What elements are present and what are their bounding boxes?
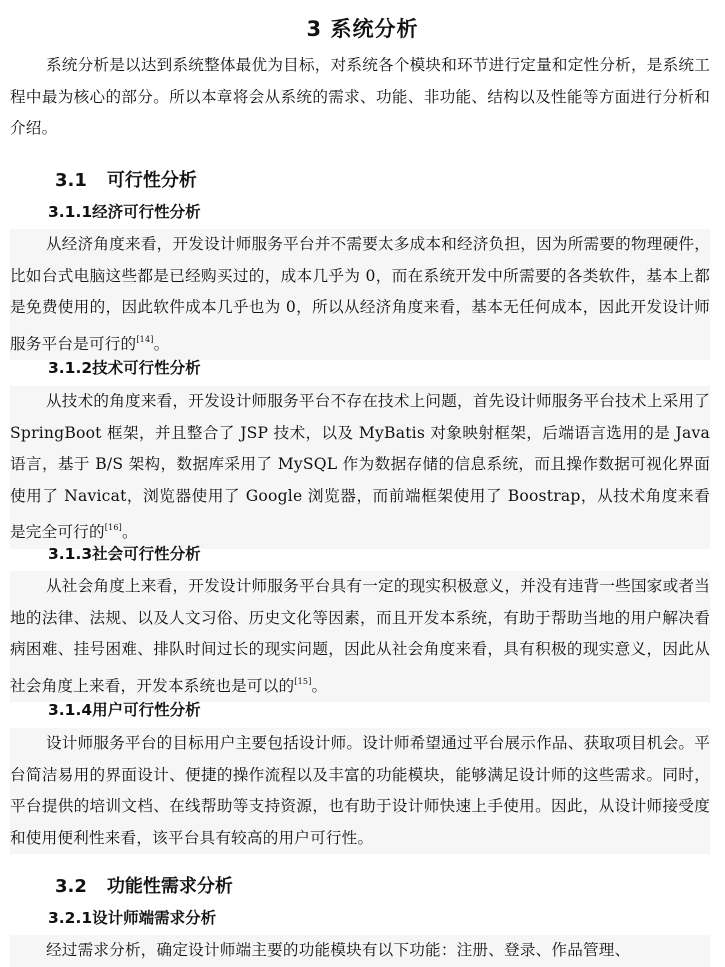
subsection-heading-3-1-2: 3.1.2技术可行性分析 (48, 359, 201, 377)
technical-feasibility-paragraph (10, 386, 710, 549)
economic-feasibility-paragraph (10, 229, 710, 360)
social-feasibility-paragraph (10, 571, 710, 702)
section-heading-3-2 (55, 873, 233, 901)
section-heading-3-1 (55, 167, 197, 195)
paragraph-end: 。 (311, 676, 328, 695)
subsection-heading-3-1-1: 3.1.1经济可行性分析 (48, 203, 201, 221)
user-feasibility-paragraph: 设计师服务平台的目标用户主要包括设计师。设计师希望通过平台展示作品、获取项目机会。平台简洁易用的界面设计、便捷的操作流程以及丰富的功能模块，能够满足设计师的这些需求。同时，平台提供的培训文档、在线帮助等支持资源，也有助于设计师快速上手使用。因此，从设计师接受度和使用便利性来看，该平台具有较高的用户可行性。 (10, 728, 710, 854)
paragraph-text: 从技术的角度来看，开发设计师服务平台不存在技术上问题，首先设计师服务平台技术上采用了 SpringBoot 框架，并且整合了 JSP 技术，以及 MyBatis 对象映射框架，后端语言选用的是 Java 语言，基于 B/S 架构，数据库采用了 MySQL 作为数据存储的信息系统，而且操作数据可视化界面使用了 Navicat，浏览器使用了 Google 浏览器，而前端框架使用了 Boostrap，从技术角度来看是完全可行的 (10, 392, 710, 541)
paragraph-end: 。 (153, 334, 170, 353)
chapter-title: 3 系统分析 (306, 17, 419, 42)
citation: [16] (104, 523, 122, 532)
paragraph-text: 从经济角度来看，开发设计师服务平台并不需要太多成本和经济负担，因为所需要的物理硬件，比如台式电脑这些都是已经购买过的，成本几乎为 0，而在系统开发中所需要的各类软件，基本上都是免费使用的，因此软件成本几乎也为 0，所以从经济角度来看，基本无任何成本，因此开发设计师服务平台是可行的 (10, 235, 710, 353)
section-title: 可行性分析 (106, 170, 197, 191)
subsection-heading-3-1-3: 3.1.3社会可行性分析 (48, 545, 201, 563)
citation: [14] (136, 334, 154, 344)
section-title: 功能性需求分析 (106, 876, 233, 897)
intro-paragraph: 系统分析是以达到系统整体最优为目标，对系统各个模块和环节进行定量和定性分析，是系统工程中最为核心的部分。所以本章将会从系统的需求、功能、非功能、结构以及性能等方面进行分析和介绍。 (10, 56, 710, 137)
paragraph-text: 从社会角度上来看，开发设计师服务平台具有一定的现实积极意义，并没有违背一些国家或者当地的法律、法规、以及人文习俗、历史文化等因素，而且开发本系统，有助于帮助当地的用户解决看病困难、挂号困难、排队时间过长的现实问题，因此从社会角度来看，具有积极的现实意义，因此从社会角度上来看，开发本系统也是可以的 (10, 577, 710, 695)
subsection-heading-3-2-1: 3.2.1设计师端需求分析 (48, 909, 217, 927)
section-number: 3.1 (55, 170, 87, 191)
citation: [15] (294, 676, 312, 686)
paragraph-end: 。 (122, 523, 138, 541)
section-number: 3.2 (55, 876, 87, 897)
designer-requirements-paragraph: 经过需求分析，确定设计师端主要的功能模块有以下功能：注册、登录、作品管理、 (10, 935, 710, 967)
subsection-heading-3-1-4: 3.1.4用户可行性分析 (48, 701, 201, 719)
